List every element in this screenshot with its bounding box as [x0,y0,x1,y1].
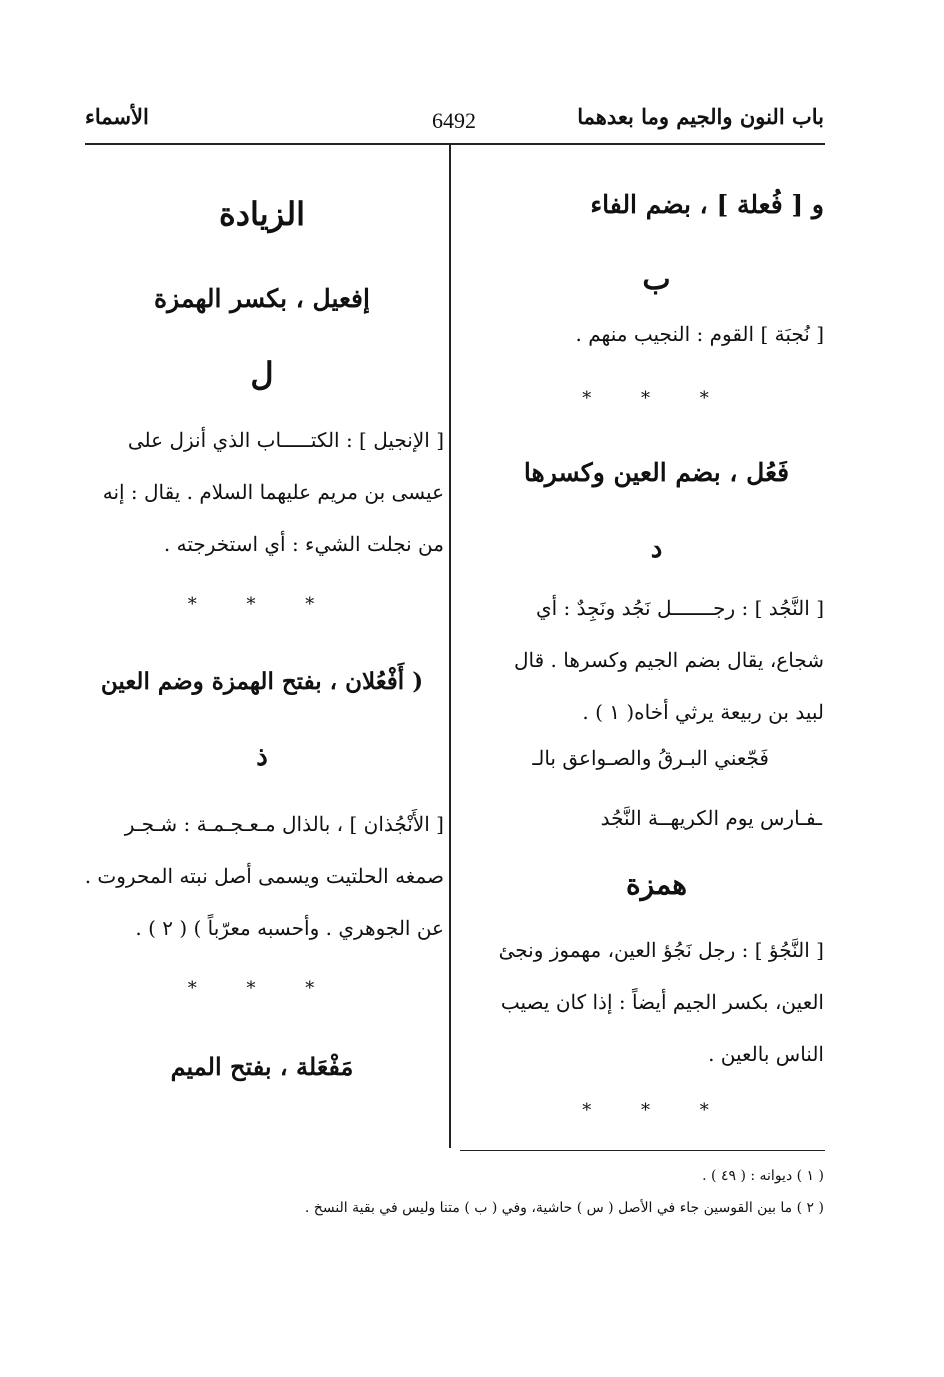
footnote-rule [460,1150,825,1151]
section-separator: * * * [187,978,337,999]
entry-injil-line: [ الإنجيل ] : الكتـــــاب الذي أنزل على [127,428,444,452]
entry-najd-line: [ النَّجُد ] : رجـــــــل نَجُد ونَجِدٌ : أي [535,596,824,620]
entry-najd-line: شجاع، يقال بضم الجيم وكسرها . قال [514,648,824,672]
running-header-left: الأسماء [85,104,149,129]
entry-anjudhan-line: [ الأَنْجُذان ] ، بالذال مـعـجـمـة : شـجـر [124,812,444,836]
entry-naju-line: الناس بالعين . [708,1042,824,1066]
letter-heading-b: ب [642,262,671,297]
verse-line: ـفـارس يوم الكريهــة النَّجُد [600,806,822,830]
section-heading-mafala: مَفْعَلة ، بفتح الميم [170,1052,354,1081]
entry-najd [489,582,824,738]
chapter-heading-ziyada: الزيادة [219,195,305,233]
page-number: 6492 [432,108,476,133]
section-heading-ifil: إفعيل ، بكسر الهمزة [154,284,370,313]
letter-heading-l: ل [250,355,274,393]
letter-heading-d: د [650,534,663,564]
section-separator: * * * [582,1100,731,1121]
section-heading-afulan: ( أَفْعُلان ، بفتح الهمزة وضم العين [100,668,424,695]
entry-nujba: [ نُجبَة ] القوم : النجيب منهم . [575,322,824,346]
entry-anjudhan [80,798,444,954]
header-rule [85,143,825,145]
section-separator: * * * [187,594,337,615]
entry-naju [489,924,824,1080]
entry-anjudhan-line: صمغه الحلتيت ويسمى أصل نبته المحروت . [84,864,444,888]
entry-naju-line: [ النَّجُؤ ] : رجل نَجُؤ العين، مهموز ونجئ [498,938,824,962]
entry-injil [80,414,444,570]
footnote-2: ( ٢ ) ما بين القوسين جاء في الأصل ( س ) حاشية، وفي ( ب ) متنا وليس في بقية النسخ . [304,1200,824,1216]
entry-injil-line: عيسى بن مريم عليهما السلام . يقال : إنه [102,480,444,504]
section-heading-hamza: همزة [625,868,688,901]
running-header-right: باب النون والجيم وما بعدهما [577,104,824,129]
letter-heading-dh: ذ [256,742,268,772]
entry-anjudhan-line: عن الجوهري . وأحسبه معرّباً ) ( ٢ ) . [135,916,444,940]
footnote-1: ( ١ ) ديوانه : ( ٤٩ ) . [702,1168,824,1184]
section-separator: * * * [582,388,731,409]
entry-naju-line: العين، بكسر الجيم أيضاً : إذا كان يصيب [500,990,824,1014]
section-heading-fula: و [ فُعلة ] ، بضم الفاء [590,190,824,219]
entry-najd-line: لبيد بن ربيعة يرثي أخاه( ١ ) . [582,700,824,724]
verse-line: فَجّعني البـرقُ والصـواعق بالـ [532,746,769,770]
column-divider [449,145,451,1148]
entry-injil-line: من نجلت الشيء : أي استخرجته . [163,532,444,556]
section-heading-faul: فَعُل ، بضم العين وكسرها [523,458,790,487]
